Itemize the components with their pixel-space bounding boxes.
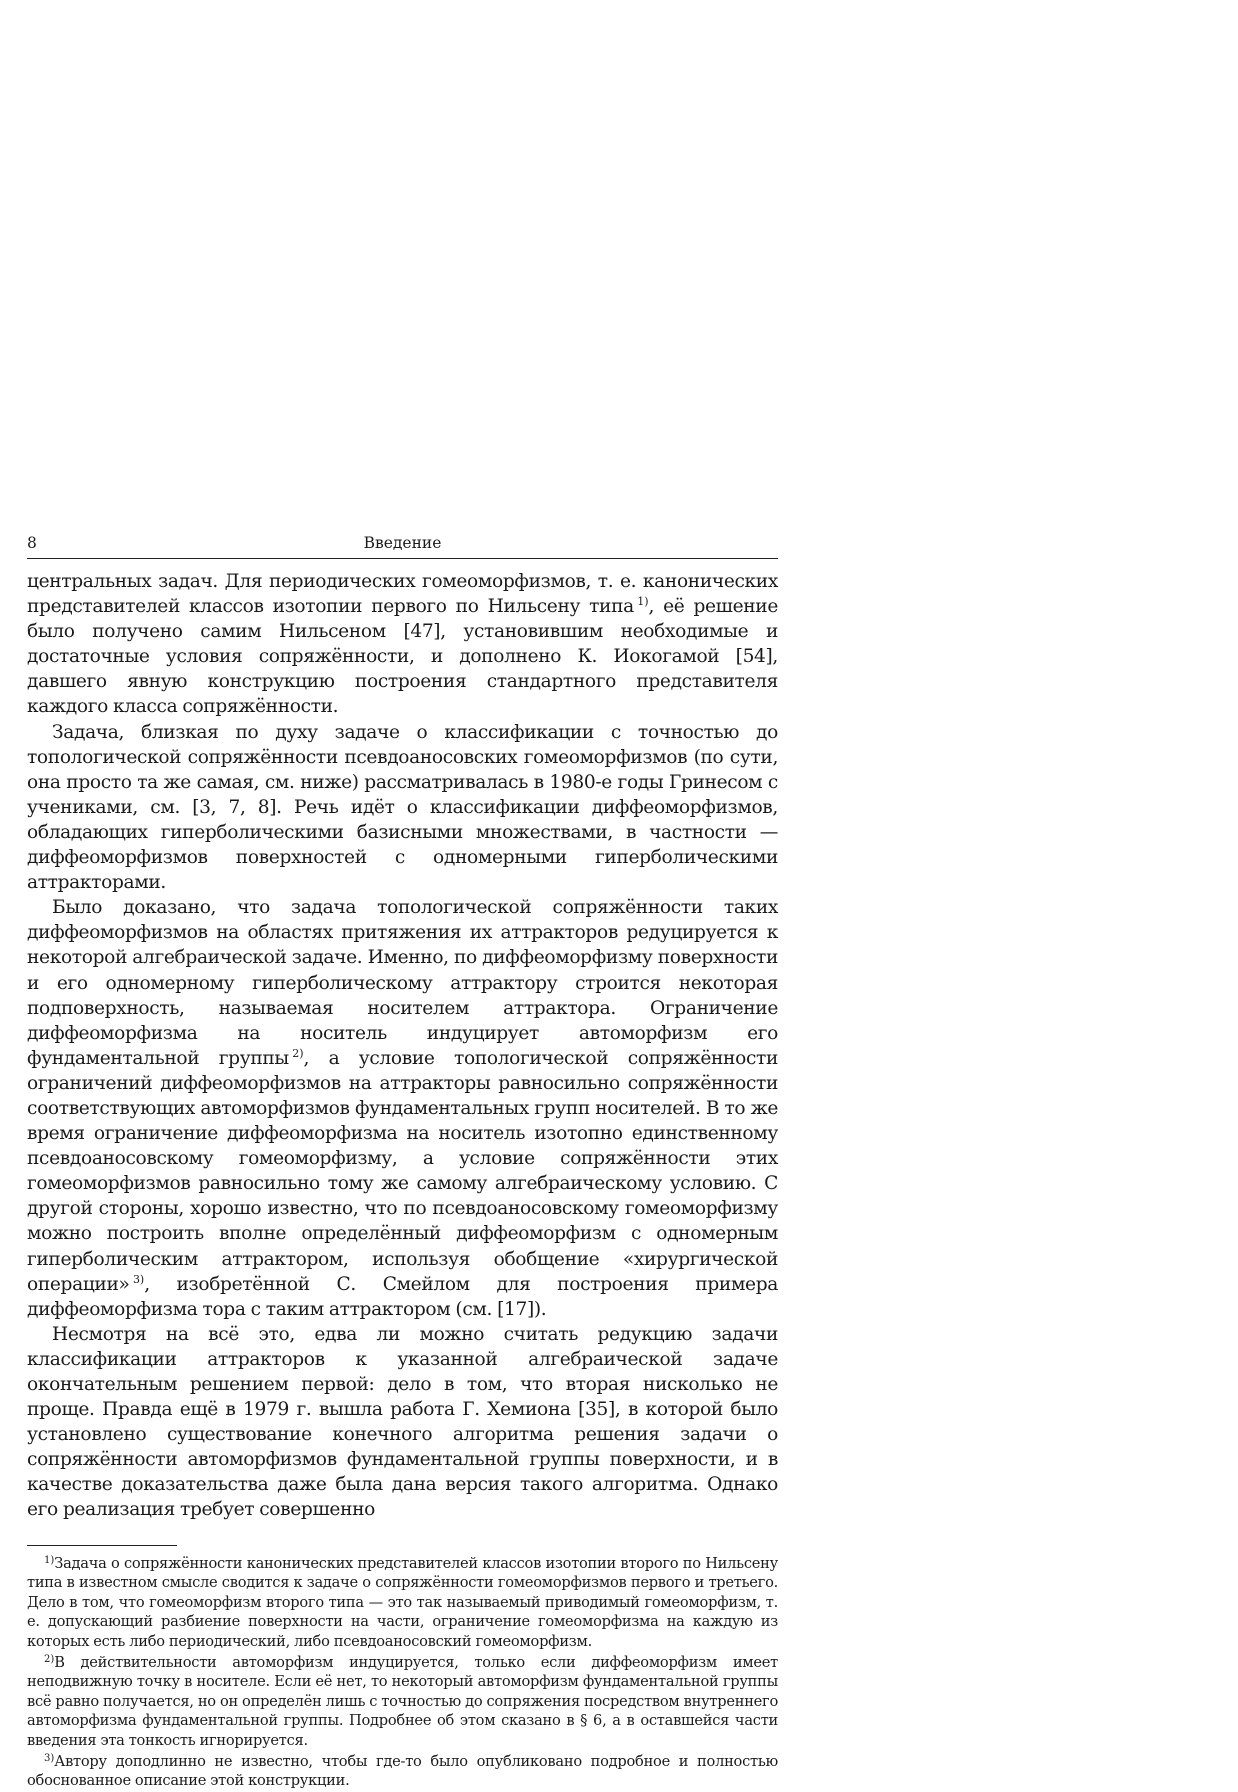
paragraph-1-part-a: центральных задач. Для периодических гомеоморфизмов, т. е. канонических представителей классов изотопии первого по Нильсену типа	[27, 571, 778, 618]
paragraph-3	[27, 895, 778, 1322]
footnote-2-mark: 2)	[44, 1653, 55, 1665]
footnotes	[27, 1554, 778, 1791]
footnote-3-text: Автору доподлинно не известно, чтобы где-то было опубликовано подробное и полностью обоснованное описание этой конструкции.	[27, 1752, 778, 1790]
footnote-1-mark: 1)	[44, 1554, 55, 1566]
paragraph-1	[27, 569, 778, 720]
footnote-ref-1: 1)	[637, 595, 649, 609]
book-page	[27, 530, 778, 1792]
footnote-1-text: Задача о сопряжённости канонических представителей классов изотопии второго по Нильсену типа в известном смысле сводится к задаче о сопряжённости гомеоморфизмов первого и третьего. Дело в том, что гомеоморфизм второго типа — это так называемый приводимый гомеоморфизм, т. е. допускающий разбиение поверхности на части, ограничение гомеоморфизма на каждую из которых есть либо периодический, либо псевдоаносовский гомеоморфизм.	[27, 1554, 778, 1650]
running-header	[27, 530, 778, 559]
paragraph-4: Несмотря на всё это, едва ли можно считать редукцию задачи классификации аттракторов к указанной алгебраической задаче окончательным решением первой: дело в том, что вторая нисколько не проще. Правда ещё в 1979 г. вышла работа Г. Хемиона [35], в которой было установлено существование конечного алгоритма решения задачи о сопряжённости автоморфизмов фундаментальной группы поверхности, и в качестве доказательства даже была дана версия такого алгоритма. Однако его реализация требует совершенно	[27, 1323, 778, 1521]
paragraph-2: Задача, близкая по духу задаче о классификации с точностью до топологической сопряжённости псевдоаносовских гомеоморфизмов (по сути, она просто та же самая, см. ниже) рассматривалась в 1980-е годы Гринесом с учениками, см. [3, 7, 8]. Речь идёт о классификации диффеоморфизмов, обладающих гиперболическими базисными множествами, в частности — диффеоморфизмов поверхностей с одномерными гиперболическими аттракторами.	[27, 721, 778, 894]
paragraph-3-part-a: Было доказано, что задача топологической сопряжённости таких диффеоморфизмов на областях притяжения их аттракторов редуцируется к некоторой алгебраической задаче. Именно, по диффеоморфизму поверхности и его одномерному гиперболическому аттрактору строится некоторая подповерхность, называемая носителем аттрактора. Ограничение диффеоморфизма на носитель индуцирует автоморфизм его фундаментальной группы	[27, 897, 778, 1069]
footnote-2	[27, 1653, 778, 1751]
paragraph-1-part-b: , её решение было получено самим Нильсеном [47], установившим необходимые и достаточные условия сопряжённости, и дополнено К. Иокогамой [54], давшего явную конструкцию построения стандартного представителя каждого класса сопряжённости.	[27, 596, 778, 718]
paragraph-3-part-b: , а условие топологической сопряжённости ограничений диффеоморфизмов на аттракторы равносильно сопряжённости соответствующих автоморфизмов фундаментальных групп носителей. В то же время ограничение диффеоморфизма на носитель изотопно единственному псевдоаносовскому гомеоморфизму, а условие сопряжённости этих гомеоморфизмов равносильно тому же самому алгебраическому условию. С другой стороны, хорошо известно, что по псевдоаносовскому гомеоморфизму можно построить вполне определённый диффеоморфизм с одномерным гиперболическим аттрактором, используя обобщение «хирургической операции»	[27, 1047, 778, 1295]
footnote-separator	[27, 1545, 177, 1546]
main-text	[27, 569, 778, 1523]
footnote-ref-2: 2)	[292, 1046, 304, 1060]
footnote-1	[27, 1554, 778, 1652]
footnote-3	[27, 1752, 778, 1791]
running-title: Введение	[363, 534, 442, 552]
footnote-3-mark: 3)	[44, 1752, 55, 1764]
paragraph-3-part-c: , изобретённой С. Смейлом для построения примера диффеоморфизма тора с таким аттрактором (см. [17]).	[27, 1273, 778, 1320]
footnote-ref-3: 3)	[132, 1272, 145, 1286]
footnote-2-text: В действительности автоморфизм индуцируется, только если диффеоморфизм имеет неподвижную точку в носителе. Если её нет, то некоторый автоморфизм фундаментальной группы всё равно получается, но он определён лишь с точностью до сопряжения посредством внутреннего автоморфизма фундаментальной группы. Подробнее об этом сказано в § 6, а в оставшейся части введения эта тонкость игнорируется.	[27, 1653, 778, 1749]
page-number: 8	[27, 534, 37, 552]
